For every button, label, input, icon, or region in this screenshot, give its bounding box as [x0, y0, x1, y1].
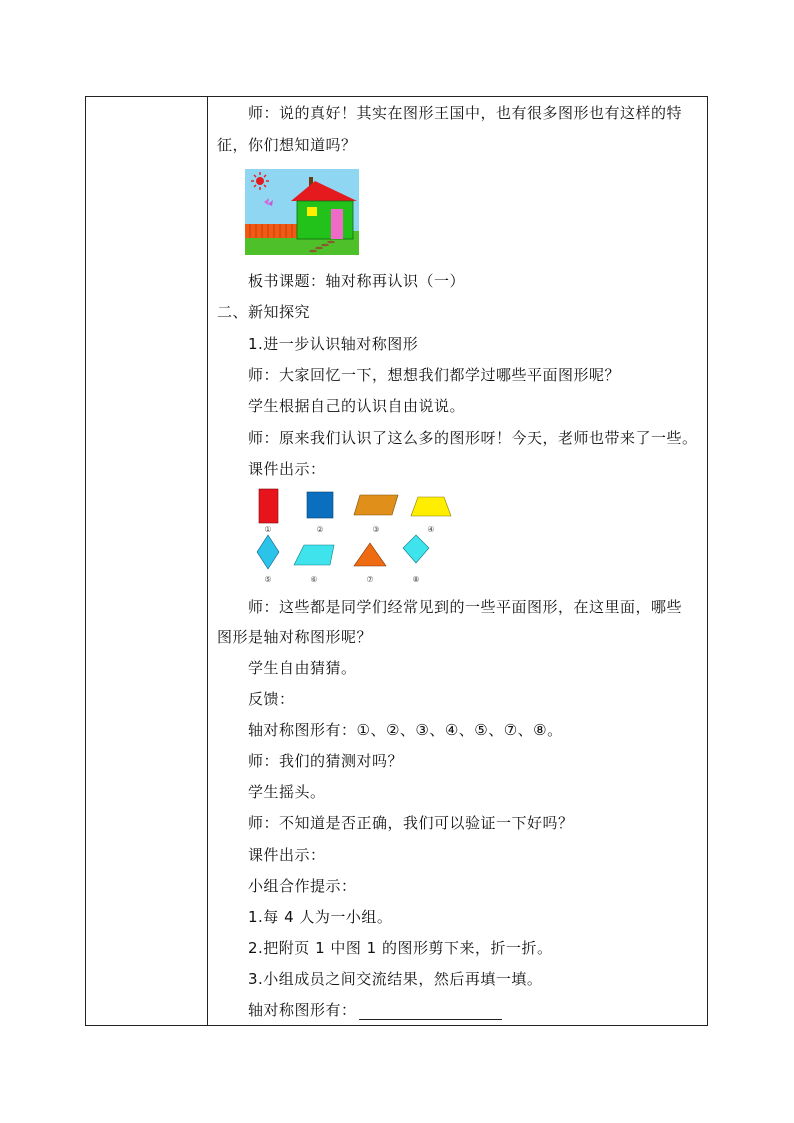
shape-label-4: ④	[427, 525, 435, 534]
shape-1-rectangle	[259, 489, 278, 534]
shape-label-8: ⑧	[412, 575, 420, 584]
text-line: 师：大家回忆一下，想想我们都学过哪些平面图形呢？	[248, 366, 621, 384]
text-line: 课件出示：	[248, 846, 326, 864]
shape-6-trapezoid	[294, 545, 334, 584]
text-line: 师：说的真好！其实在图形王国中，也有很多图形也有这样的特	[248, 104, 683, 122]
text-line: 图形是轴对称图形呢？	[217, 628, 373, 646]
shape-label-6: ⑥	[310, 575, 318, 584]
shape-label-7: ⑦	[366, 575, 374, 584]
shape-label-3: ③	[372, 525, 380, 534]
text-line: 师：原来我们认识了这么多的图形呀！今天，老师也带来了一些。	[248, 429, 698, 447]
text-line: 征，你们想知道吗？	[217, 136, 357, 154]
text-line: 学生根据自己的认识自由说说。	[248, 397, 466, 415]
column-divider	[207, 97, 208, 1025]
shape-label-1: ①	[264, 525, 272, 534]
text-line: 1.每 4 人为一小组。	[248, 908, 393, 926]
text-line: 二、新知探究	[217, 303, 311, 321]
text-line: 师：不知道是否正确，我们可以验证一下好吗？	[248, 814, 574, 832]
answer-line	[248, 1000, 502, 1020]
shape-3-parallelogram	[354, 495, 398, 534]
text-line: 3.小组成员之间交流结果，然后再填一填。	[248, 970, 543, 988]
text-line: 师：这些都是同学们经常见到的一些平面图形，在这里面，哪些	[248, 598, 683, 616]
text-line: 2.把附页 1 中图 1 的图形剪下来，折一折。	[248, 939, 553, 957]
shape-2-square	[307, 492, 333, 534]
house-scene-image	[245, 169, 359, 255]
shape-label-5: ⑤	[264, 575, 272, 584]
plane-shapes-image	[254, 485, 454, 587]
text-line: 学生自由猜猜。	[248, 659, 357, 677]
text-line: 1.进一步认识轴对称图形	[248, 335, 419, 353]
text-line: 课件出示：	[248, 460, 326, 478]
text-line: 师：我们的猜测对吗？	[248, 752, 404, 770]
text-line: 反馈：	[248, 690, 295, 708]
shape-5-rhombus	[257, 535, 279, 584]
text-line: 板书课题：轴对称再认识（一）	[248, 272, 466, 290]
fence	[245, 224, 301, 238]
text-line: 轴对称图形有：①、②、③、④、⑤、⑦、⑧。	[248, 721, 563, 739]
shape-4-trapezoid	[411, 497, 451, 534]
answer-label: 轴对称图形有：	[248, 1001, 357, 1019]
shape-7-triangle	[354, 543, 386, 584]
answer-blank[interactable]	[359, 1003, 502, 1020]
text-line: 学生摇头。	[248, 783, 326, 801]
shape-8-kite	[403, 535, 429, 584]
text-line: 小组合作提示：	[248, 877, 357, 895]
shape-label-2: ②	[316, 525, 324, 534]
lesson-table	[85, 96, 708, 1026]
